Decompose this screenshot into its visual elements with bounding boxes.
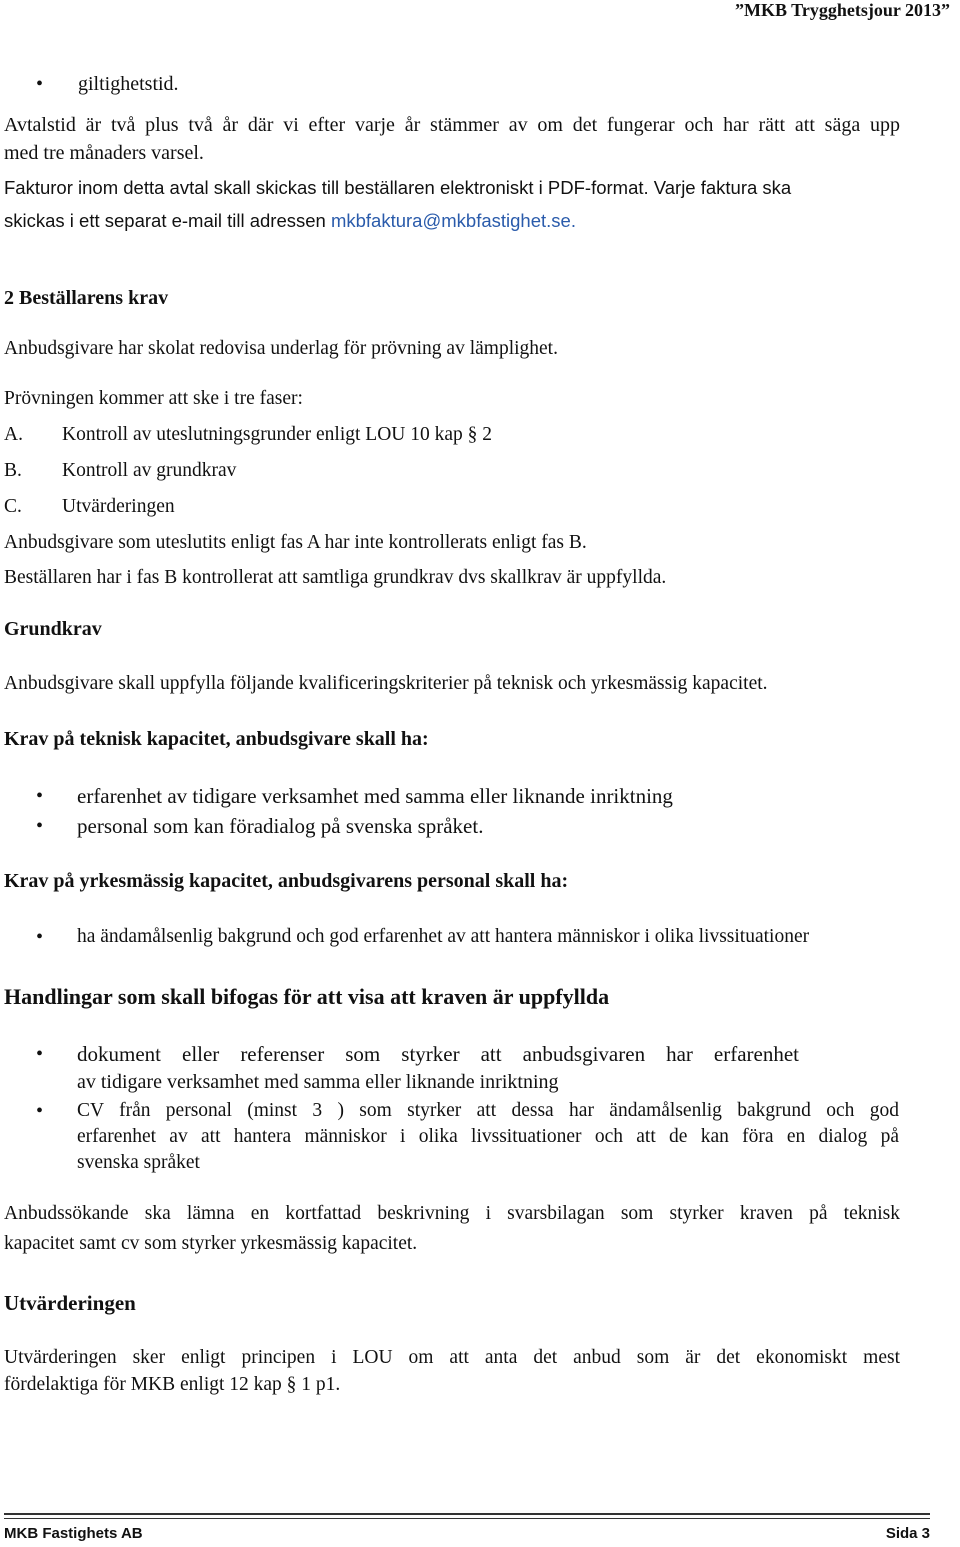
bullet-icon: • — [36, 1100, 44, 1122]
phase-c-letter: C. — [4, 496, 22, 517]
section2-paragraph1: Anbudsgivare har skolat redovisa underlag för prövning av lämplighet. — [4, 338, 558, 359]
handlingar-bullet2-line2: erfarenhet av att hantera människor i olika livssituationer och att de kan föra en dialog på — [77, 1126, 899, 1147]
footer-divider-thin — [4, 1518, 930, 1519]
handlingar-bullet1-line2: av tidigare verksamhet med samma eller liknande inriktning — [77, 1071, 559, 1093]
document-header-title: ”MKB Trygghetsjour 2013” — [735, 0, 950, 20]
phase-a-text: Kontroll av uteslutningsgrunder enligt LOU 10 kap § 2 — [62, 424, 493, 445]
phase-b-letter: B. — [4, 460, 22, 481]
handlingar-bullet2-line3: svenska språket — [77, 1152, 200, 1173]
footer-company: MKB Fastighets AB — [4, 1525, 143, 1542]
contract-text-line2: med tre månaders varsel. — [4, 142, 204, 164]
handlingar-paragraph-line1: Anbudssökande ska lämna en kortfattad beskrivning i svarsbilagan som styrker kraven på teknisk — [4, 1203, 900, 1224]
phase-b-text: Kontroll av grundkrav — [62, 460, 237, 481]
utvardering-paragraph-line2: fördelaktiga för MKB enligt 12 kap § 1 p1. — [4, 1374, 341, 1395]
yrkes-bullet-1: ha ändamålsenlig bakgrund och god erfarenhet av att hantera människor i olika livssituationer — [77, 926, 810, 947]
invoice-text-prefix: skickas i ett separat e-mail till adressen — [4, 210, 331, 231]
section2-paragraph3: Anbudsgivare som uteslutits enligt fas A har inte kontrollerats enligt fas B. — [4, 532, 587, 553]
heading-grundkrav: Grundkrav — [4, 618, 102, 640]
bullet-icon: • — [36, 926, 44, 948]
contract-text-line1: Avtalstid är två plus två år där vi efter varje år stämmer av om det fungerar och har rätt att säga upp — [4, 114, 900, 136]
footer-divider — [4, 1513, 930, 1515]
handlingar-paragraph-line2: kapacitet samt cv som styrker yrkesmässig kapacitet. — [4, 1233, 418, 1254]
handlingar-bullet2-line1: CV från personal (minst 3 ) som styrker att dessa har ändamålsenlig bakgrund och god — [77, 1100, 899, 1121]
heading-utvarderingen: Utvärderingen — [4, 1291, 136, 1315]
section2-paragraph4: Beställaren har i fas B kontrollerat att samtliga grundkrav dvs skallkrav är uppfyllda. — [4, 567, 667, 588]
bullet-icon: • — [36, 785, 44, 807]
section-heading-bestallarens-krav: 2 Beställarens krav — [4, 287, 169, 309]
teknisk-bullet-1: erfarenhet av tidigare verksamhet med samma eller liknande inriktning — [77, 784, 673, 808]
footer-page-number: Sida 3 — [885, 1525, 930, 1542]
invoice-email-link[interactable]: mkbfaktura@mkbfastighet.se. — [330, 210, 576, 231]
invoice-text-line1: Fakturor inom detta avtal skall skickas till beställaren elektroniskt i PDF-format. Varje faktura ska — [4, 177, 792, 198]
heading-yrkesmassig-kapacitet: Krav på yrkesmässig kapacitet, anbudsgivarens personal skall ha: — [4, 870, 569, 892]
bullet-validity: giltighetstid. — [78, 73, 179, 95]
phase-a-letter: A. — [4, 424, 23, 445]
handlingar-bullet1-line1: dokument eller referenser som styrker att anbudsgivaren har erfarenhet — [77, 1042, 799, 1066]
bullet-icon: • — [36, 1043, 44, 1065]
bullet-icon: • — [36, 815, 44, 837]
heading-handlingar: Handlingar som skall bifogas för att visa att kraven är uppfyllda — [4, 984, 610, 1009]
grundkrav-paragraph: Anbudsgivare skall uppfylla följande kvalificeringskriterier på teknisk och yrkesmässig kapacitet. — [4, 673, 768, 694]
bullet-icon: • — [36, 73, 44, 95]
heading-teknisk-kapacitet: Krav på teknisk kapacitet, anbudsgivare skall ha: — [4, 728, 429, 750]
section2-paragraph2: Prövningen kommer att ske i tre faser: — [4, 388, 303, 409]
phase-c-text: Utvärderingen — [62, 496, 175, 517]
teknisk-bullet-2: personal som kan föradialog på svenska språket. — [77, 814, 484, 838]
utvardering-paragraph-line1: Utvärderingen sker enligt principen i LOU om att anta det anbud som är det ekonomiskt mest — [4, 1347, 900, 1368]
invoice-text-line2 — [4, 210, 576, 232]
